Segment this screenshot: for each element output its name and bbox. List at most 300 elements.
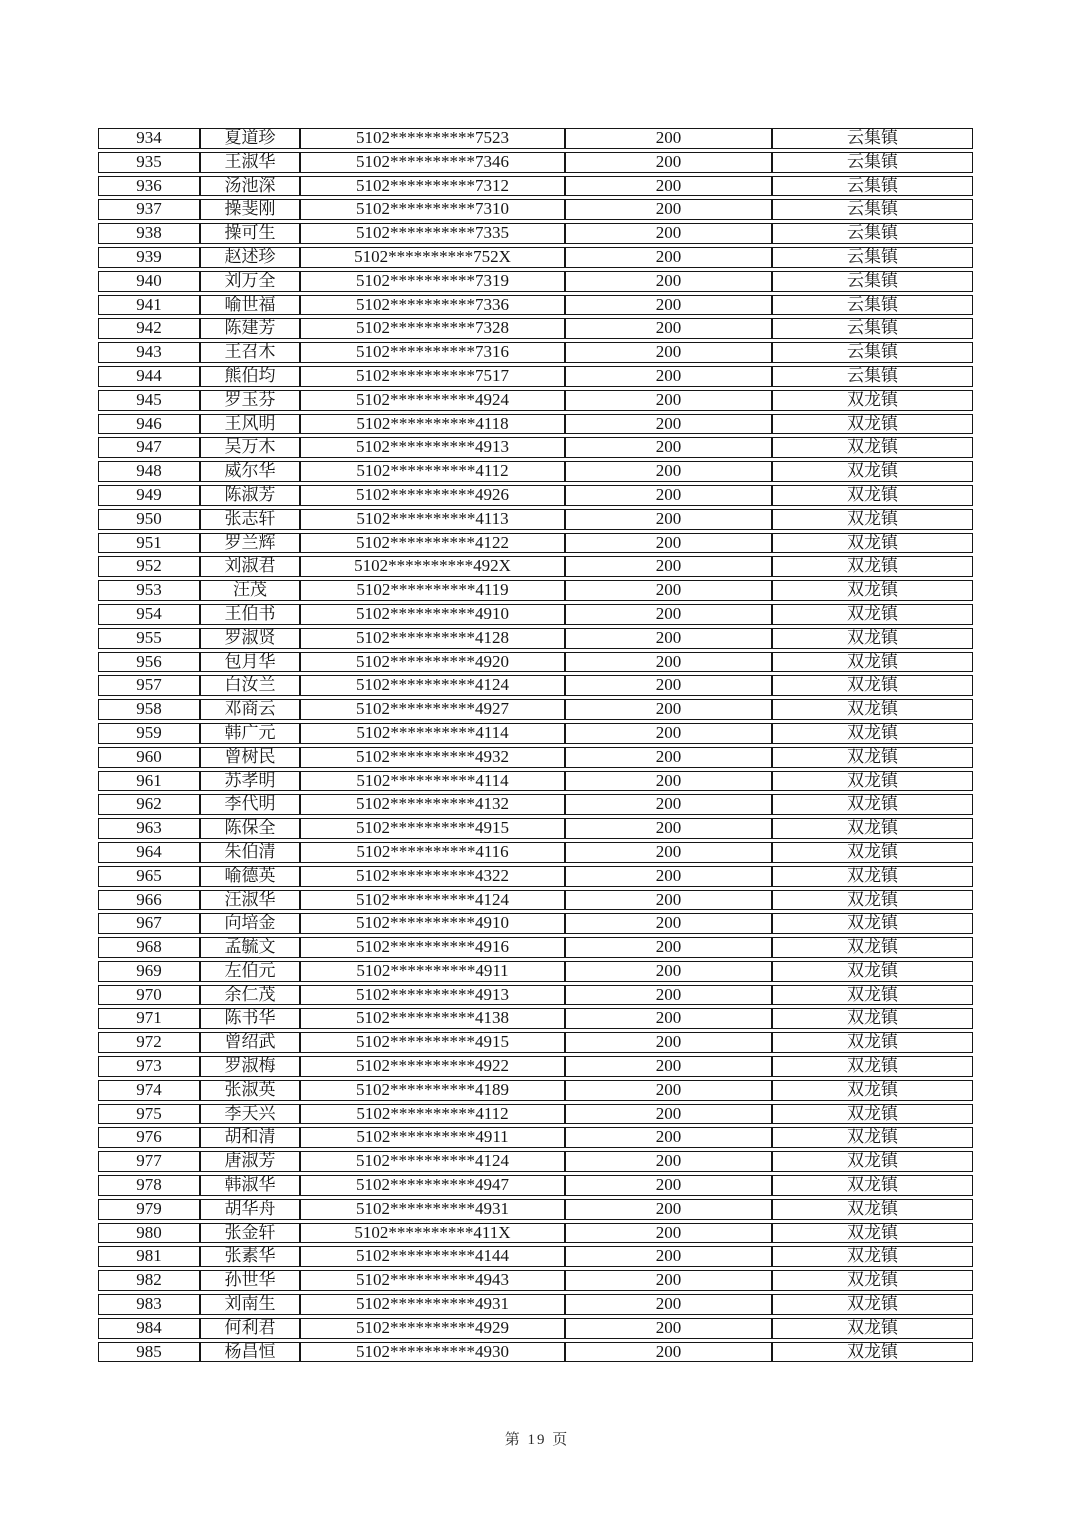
cell-person-name: 王伯书 xyxy=(200,604,300,625)
table-row xyxy=(98,842,973,863)
cell-serial-number: 970 xyxy=(98,985,200,1006)
cell-serial-number: 981 xyxy=(98,1246,200,1267)
page-number: 第 19 页 xyxy=(504,1432,570,1448)
cell-serial-number: 979 xyxy=(98,1199,200,1220)
cell-amount: 200 xyxy=(565,295,772,316)
cell-serial-number: 963 xyxy=(98,818,200,839)
cell-town: 双龙镇 xyxy=(772,1342,973,1363)
cell-serial-number: 942 xyxy=(98,318,200,339)
cell-town: 云集镇 xyxy=(772,128,973,149)
cell-serial-number: 947 xyxy=(98,437,200,458)
cell-id-number-masked: 5102**********4947 xyxy=(300,1175,565,1196)
cell-id-number-masked: 5102**********4124 xyxy=(300,1151,565,1172)
cell-id-number-masked: 5102**********752X xyxy=(300,247,565,268)
cell-amount: 200 xyxy=(565,1008,772,1029)
table-row xyxy=(98,128,973,149)
cell-town: 双龙镇 xyxy=(772,1008,973,1029)
cell-town: 云集镇 xyxy=(772,176,973,197)
cell-town: 双龙镇 xyxy=(772,1127,973,1148)
table-row xyxy=(98,866,973,887)
cell-serial-number: 943 xyxy=(98,342,200,363)
cell-person-name: 韩淑华 xyxy=(200,1175,300,1196)
cell-amount: 200 xyxy=(565,318,772,339)
table-row xyxy=(98,652,973,673)
cell-town: 云集镇 xyxy=(772,199,973,220)
table-row xyxy=(98,271,973,292)
cell-town: 云集镇 xyxy=(772,271,973,292)
table-row xyxy=(98,1104,973,1125)
cell-town: 云集镇 xyxy=(772,295,973,316)
cell-person-name: 陈淑芳 xyxy=(200,485,300,506)
cell-serial-number: 973 xyxy=(98,1056,200,1077)
cell-amount: 200 xyxy=(565,485,772,506)
cell-serial-number: 945 xyxy=(98,390,200,411)
cell-person-name: 李代明 xyxy=(200,794,300,815)
table-row xyxy=(98,366,973,387)
table-row xyxy=(98,199,973,220)
table-row xyxy=(98,937,973,958)
cell-person-name: 邓商云 xyxy=(200,699,300,720)
cell-serial-number: 949 xyxy=(98,485,200,506)
cell-person-name: 罗淑梅 xyxy=(200,1056,300,1077)
table-row xyxy=(98,1056,973,1077)
cell-person-name: 刘淑君 xyxy=(200,556,300,577)
table-row xyxy=(98,985,973,1006)
cell-id-number-masked: 5102**********4929 xyxy=(300,1318,565,1339)
cell-person-name: 刘万全 xyxy=(200,271,300,292)
cell-town: 双龙镇 xyxy=(772,485,973,506)
cell-town: 双龙镇 xyxy=(772,1270,973,1291)
cell-town: 双龙镇 xyxy=(772,461,973,482)
cell-id-number-masked: 5102**********4926 xyxy=(300,485,565,506)
cell-serial-number: 984 xyxy=(98,1318,200,1339)
cell-amount: 200 xyxy=(565,437,772,458)
cell-id-number-masked: 5102**********4920 xyxy=(300,652,565,673)
cell-town: 双龙镇 xyxy=(772,1080,973,1101)
cell-serial-number: 951 xyxy=(98,533,200,554)
table-row xyxy=(98,604,973,625)
cell-town: 双龙镇 xyxy=(772,509,973,530)
cell-serial-number: 954 xyxy=(98,604,200,625)
cell-serial-number: 974 xyxy=(98,1080,200,1101)
cell-person-name: 陈建芳 xyxy=(200,318,300,339)
cell-id-number-masked: 5102**********4924 xyxy=(300,390,565,411)
cell-amount: 200 xyxy=(565,342,772,363)
cell-town: 双龙镇 xyxy=(772,1294,973,1315)
cell-person-name: 汪茂 xyxy=(200,580,300,601)
table-row xyxy=(98,818,973,839)
cell-amount: 200 xyxy=(565,771,772,792)
cell-town: 双龙镇 xyxy=(772,1104,973,1125)
cell-town: 双龙镇 xyxy=(772,890,973,911)
cell-person-name: 左伯元 xyxy=(200,961,300,982)
cell-town: 双龙镇 xyxy=(772,937,973,958)
cell-id-number-masked: 5102**********7346 xyxy=(300,152,565,173)
cell-amount: 200 xyxy=(565,1080,772,1101)
cell-person-name: 唐淑芳 xyxy=(200,1151,300,1172)
cell-town: 双龙镇 xyxy=(772,1199,973,1220)
table-row xyxy=(98,890,973,911)
cell-town: 双龙镇 xyxy=(772,1032,973,1053)
cell-serial-number: 937 xyxy=(98,199,200,220)
cell-amount: 200 xyxy=(565,556,772,577)
cell-person-name: 喻世福 xyxy=(200,295,300,316)
cell-town: 双龙镇 xyxy=(772,1151,973,1172)
cell-id-number-masked: 5102**********7328 xyxy=(300,318,565,339)
cell-town: 双龙镇 xyxy=(772,604,973,625)
cell-amount: 200 xyxy=(565,223,772,244)
cell-serial-number: 960 xyxy=(98,747,200,768)
cell-id-number-masked: 5102**********4915 xyxy=(300,1032,565,1053)
cell-amount: 200 xyxy=(565,128,772,149)
table-row xyxy=(98,295,973,316)
cell-id-number-masked: 5102**********4124 xyxy=(300,890,565,911)
cell-amount: 200 xyxy=(565,1318,772,1339)
table-row xyxy=(98,176,973,197)
cell-town: 云集镇 xyxy=(772,342,973,363)
cell-town: 双龙镇 xyxy=(772,628,973,649)
cell-id-number-masked: 5102**********4922 xyxy=(300,1056,565,1077)
cell-town: 双龙镇 xyxy=(772,913,973,934)
cell-town: 双龙镇 xyxy=(772,1175,973,1196)
cell-id-number-masked: 5102**********4112 xyxy=(300,1104,565,1125)
cell-person-name: 吴万木 xyxy=(200,437,300,458)
cell-person-name: 包月华 xyxy=(200,652,300,673)
table-row xyxy=(98,1032,973,1053)
cell-town: 双龙镇 xyxy=(772,818,973,839)
table-row xyxy=(98,390,973,411)
cell-town: 双龙镇 xyxy=(772,723,973,744)
cell-id-number-masked: 5102**********7310 xyxy=(300,199,565,220)
cell-town: 云集镇 xyxy=(772,152,973,173)
cell-amount: 200 xyxy=(565,985,772,1006)
cell-id-number-masked: 5102**********4911 xyxy=(300,1127,565,1148)
cell-amount: 200 xyxy=(565,461,772,482)
cell-town: 双龙镇 xyxy=(772,390,973,411)
cell-person-name: 胡和清 xyxy=(200,1127,300,1148)
cell-person-name: 余仁茂 xyxy=(200,985,300,1006)
cell-person-name: 王风明 xyxy=(200,414,300,435)
cell-town: 双龙镇 xyxy=(772,414,973,435)
cell-town: 双龙镇 xyxy=(772,747,973,768)
table-row xyxy=(98,1223,973,1244)
table-row xyxy=(98,699,973,720)
table-row xyxy=(98,485,973,506)
cell-serial-number: 968 xyxy=(98,937,200,958)
cell-person-name: 白汝兰 xyxy=(200,675,300,696)
cell-serial-number: 971 xyxy=(98,1008,200,1029)
cell-town: 云集镇 xyxy=(772,247,973,268)
cell-amount: 200 xyxy=(565,866,772,887)
cell-person-name: 赵述珍 xyxy=(200,247,300,268)
cell-amount: 200 xyxy=(565,1032,772,1053)
cell-serial-number: 977 xyxy=(98,1151,200,1172)
cell-serial-number: 953 xyxy=(98,580,200,601)
table-row xyxy=(98,747,973,768)
cell-serial-number: 985 xyxy=(98,1342,200,1363)
cell-id-number-masked: 5102**********4930 xyxy=(300,1342,565,1363)
cell-person-name: 罗兰辉 xyxy=(200,533,300,554)
cell-id-number-masked: 5102**********4915 xyxy=(300,818,565,839)
table-row xyxy=(98,913,973,934)
cell-town: 双龙镇 xyxy=(772,771,973,792)
cell-town: 双龙镇 xyxy=(772,1246,973,1267)
cell-amount: 200 xyxy=(565,1294,772,1315)
cell-amount: 200 xyxy=(565,176,772,197)
cell-serial-number: 969 xyxy=(98,961,200,982)
cell-serial-number: 948 xyxy=(98,461,200,482)
cell-serial-number: 940 xyxy=(98,271,200,292)
cell-id-number-masked: 5102**********4322 xyxy=(300,866,565,887)
cell-id-number-masked: 5102**********7335 xyxy=(300,223,565,244)
cell-town: 双龙镇 xyxy=(772,533,973,554)
cell-id-number-masked: 5102**********4124 xyxy=(300,675,565,696)
table-row xyxy=(98,1270,973,1291)
cell-amount: 200 xyxy=(565,1342,772,1363)
cell-serial-number: 939 xyxy=(98,247,200,268)
cell-id-number-masked: 5102**********4132 xyxy=(300,794,565,815)
cell-town: 双龙镇 xyxy=(772,1318,973,1339)
cell-serial-number: 944 xyxy=(98,366,200,387)
cell-person-name: 罗玉芬 xyxy=(200,390,300,411)
table-row xyxy=(98,1080,973,1101)
cell-amount: 200 xyxy=(565,1104,772,1125)
cell-person-name: 王淑华 xyxy=(200,152,300,173)
cell-serial-number: 934 xyxy=(98,128,200,149)
cell-town: 云集镇 xyxy=(772,318,973,339)
cell-serial-number: 972 xyxy=(98,1032,200,1053)
table-row xyxy=(98,1342,973,1363)
table-row xyxy=(98,1127,973,1148)
cell-person-name: 苏孝明 xyxy=(200,771,300,792)
cell-person-name: 韩广元 xyxy=(200,723,300,744)
cell-person-name: 王召木 xyxy=(200,342,300,363)
cell-serial-number: 961 xyxy=(98,771,200,792)
cell-town: 双龙镇 xyxy=(772,985,973,1006)
cell-serial-number: 955 xyxy=(98,628,200,649)
cell-amount: 200 xyxy=(565,1175,772,1196)
cell-amount: 200 xyxy=(565,604,772,625)
cell-serial-number: 936 xyxy=(98,176,200,197)
table-row xyxy=(98,461,973,482)
cell-id-number-masked: 5102**********4118 xyxy=(300,414,565,435)
cell-id-number-masked: 5102**********7316 xyxy=(300,342,565,363)
table-row xyxy=(98,1175,973,1196)
cell-person-name: 刘南生 xyxy=(200,1294,300,1315)
cell-id-number-masked: 5102**********4189 xyxy=(300,1080,565,1101)
cell-serial-number: 946 xyxy=(98,414,200,435)
table-row xyxy=(98,1008,973,1029)
cell-amount: 200 xyxy=(565,414,772,435)
cell-person-name: 胡华舟 xyxy=(200,1199,300,1220)
table-row xyxy=(98,342,973,363)
cell-person-name: 操可生 xyxy=(200,223,300,244)
cell-person-name: 汪淑华 xyxy=(200,890,300,911)
table-row xyxy=(98,1294,973,1315)
cell-serial-number: 975 xyxy=(98,1104,200,1125)
cell-person-name: 杨昌恒 xyxy=(200,1342,300,1363)
cell-amount: 200 xyxy=(565,961,772,982)
cell-id-number-masked: 5102**********4931 xyxy=(300,1294,565,1315)
table-row xyxy=(98,533,973,554)
cell-person-name: 向培金 xyxy=(200,913,300,934)
cell-amount: 200 xyxy=(565,1199,772,1220)
cell-id-number-masked: 5102**********7517 xyxy=(300,366,565,387)
cell-serial-number: 978 xyxy=(98,1175,200,1196)
cell-serial-number: 935 xyxy=(98,152,200,173)
cell-person-name: 威尔华 xyxy=(200,461,300,482)
roster-table xyxy=(98,125,973,1365)
cell-person-name: 操斐刚 xyxy=(200,199,300,220)
cell-amount: 200 xyxy=(565,247,772,268)
cell-amount: 200 xyxy=(565,890,772,911)
cell-town: 双龙镇 xyxy=(772,580,973,601)
cell-town: 云集镇 xyxy=(772,223,973,244)
table-row xyxy=(98,794,973,815)
cell-person-name: 李天兴 xyxy=(200,1104,300,1125)
table-row xyxy=(98,223,973,244)
cell-serial-number: 941 xyxy=(98,295,200,316)
cell-person-name: 熊伯均 xyxy=(200,366,300,387)
table-row xyxy=(98,1246,973,1267)
table-row xyxy=(98,1199,973,1220)
cell-amount: 200 xyxy=(565,1246,772,1267)
cell-amount: 200 xyxy=(565,818,772,839)
cell-person-name: 张淑英 xyxy=(200,1080,300,1101)
cell-amount: 200 xyxy=(565,675,772,696)
cell-amount: 200 xyxy=(565,1223,772,1244)
cell-amount: 200 xyxy=(565,1127,772,1148)
cell-amount: 200 xyxy=(565,747,772,768)
cell-id-number-masked: 5102**********4943 xyxy=(300,1270,565,1291)
cell-person-name: 陈保全 xyxy=(200,818,300,839)
cell-person-name: 张素华 xyxy=(200,1246,300,1267)
cell-town: 双龙镇 xyxy=(772,1223,973,1244)
cell-town: 双龙镇 xyxy=(772,842,973,863)
cell-town: 双龙镇 xyxy=(772,1056,973,1077)
cell-amount: 200 xyxy=(565,366,772,387)
cell-amount: 200 xyxy=(565,199,772,220)
cell-person-name: 曾树民 xyxy=(200,747,300,768)
table-row xyxy=(98,318,973,339)
table-row xyxy=(98,675,973,696)
table-row xyxy=(98,961,973,982)
cell-amount: 200 xyxy=(565,1270,772,1291)
cell-id-number-masked: 5102**********7336 xyxy=(300,295,565,316)
cell-serial-number: 959 xyxy=(98,723,200,744)
cell-town: 双龙镇 xyxy=(772,556,973,577)
cell-id-number-masked: 5102**********4913 xyxy=(300,985,565,1006)
cell-serial-number: 958 xyxy=(98,699,200,720)
cell-id-number-masked: 5102**********411X xyxy=(300,1223,565,1244)
cell-id-number-masked: 5102**********4113 xyxy=(300,509,565,530)
cell-amount: 200 xyxy=(565,842,772,863)
cell-town: 双龙镇 xyxy=(772,437,973,458)
table-row xyxy=(98,414,973,435)
cell-id-number-masked: 5102**********7523 xyxy=(300,128,565,149)
cell-person-name: 孙世华 xyxy=(200,1270,300,1291)
cell-id-number-masked: 5102**********4128 xyxy=(300,628,565,649)
cell-id-number-masked: 5102**********492X xyxy=(300,556,565,577)
table-row xyxy=(98,437,973,458)
cell-serial-number: 982 xyxy=(98,1270,200,1291)
cell-serial-number: 983 xyxy=(98,1294,200,1315)
cell-id-number-masked: 5102**********4138 xyxy=(300,1008,565,1029)
cell-id-number-masked: 5102**********4927 xyxy=(300,699,565,720)
cell-id-number-masked: 5102**********4913 xyxy=(300,437,565,458)
cell-person-name: 曾绍武 xyxy=(200,1032,300,1053)
cell-serial-number: 976 xyxy=(98,1127,200,1148)
cell-serial-number: 966 xyxy=(98,890,200,911)
table-row xyxy=(98,1318,973,1339)
cell-amount: 200 xyxy=(565,390,772,411)
cell-serial-number: 950 xyxy=(98,509,200,530)
table-row xyxy=(98,771,973,792)
cell-id-number-masked: 5102**********4116 xyxy=(300,842,565,863)
cell-amount: 200 xyxy=(565,913,772,934)
cell-amount: 200 xyxy=(565,152,772,173)
cell-town: 云集镇 xyxy=(772,366,973,387)
cell-amount: 200 xyxy=(565,580,772,601)
cell-id-number-masked: 5102**********4932 xyxy=(300,747,565,768)
cell-id-number-masked: 5102**********4119 xyxy=(300,580,565,601)
cell-id-number-masked: 5102**********4122 xyxy=(300,533,565,554)
cell-amount: 200 xyxy=(565,509,772,530)
cell-id-number-masked: 5102**********4112 xyxy=(300,461,565,482)
table-row xyxy=(98,152,973,173)
cell-amount: 200 xyxy=(565,652,772,673)
table-row xyxy=(98,509,973,530)
cell-amount: 200 xyxy=(565,723,772,744)
cell-town: 双龙镇 xyxy=(772,652,973,673)
cell-serial-number: 957 xyxy=(98,675,200,696)
cell-town: 双龙镇 xyxy=(772,675,973,696)
cell-person-name: 张金轩 xyxy=(200,1223,300,1244)
cell-town: 双龙镇 xyxy=(772,699,973,720)
cell-id-number-masked: 5102**********4910 xyxy=(300,604,565,625)
cell-amount: 200 xyxy=(565,1151,772,1172)
cell-person-name: 夏道珍 xyxy=(200,128,300,149)
table-row xyxy=(98,1151,973,1172)
cell-id-number-masked: 5102**********4916 xyxy=(300,937,565,958)
table-row xyxy=(98,628,973,649)
cell-person-name: 何利君 xyxy=(200,1318,300,1339)
roster-table-body xyxy=(98,128,973,1362)
cell-serial-number: 964 xyxy=(98,842,200,863)
cell-id-number-masked: 5102**********4114 xyxy=(300,723,565,744)
table-row xyxy=(98,723,973,744)
cell-serial-number: 967 xyxy=(98,913,200,934)
cell-serial-number: 965 xyxy=(98,866,200,887)
cell-person-name: 张志轩 xyxy=(200,509,300,530)
cell-person-name: 喻德英 xyxy=(200,866,300,887)
cell-serial-number: 962 xyxy=(98,794,200,815)
cell-serial-number: 980 xyxy=(98,1223,200,1244)
cell-person-name: 汤池深 xyxy=(200,176,300,197)
cell-town: 双龙镇 xyxy=(772,794,973,815)
cell-amount: 200 xyxy=(565,533,772,554)
table-row xyxy=(98,556,973,577)
cell-id-number-masked: 5102**********4910 xyxy=(300,913,565,934)
cell-amount: 200 xyxy=(565,937,772,958)
cell-serial-number: 938 xyxy=(98,223,200,244)
cell-serial-number: 956 xyxy=(98,652,200,673)
cell-id-number-masked: 5102**********4911 xyxy=(300,961,565,982)
table-row xyxy=(98,580,973,601)
cell-town: 双龙镇 xyxy=(772,961,973,982)
cell-id-number-masked: 5102**********7319 xyxy=(300,271,565,292)
cell-id-number-masked: 5102**********4114 xyxy=(300,771,565,792)
